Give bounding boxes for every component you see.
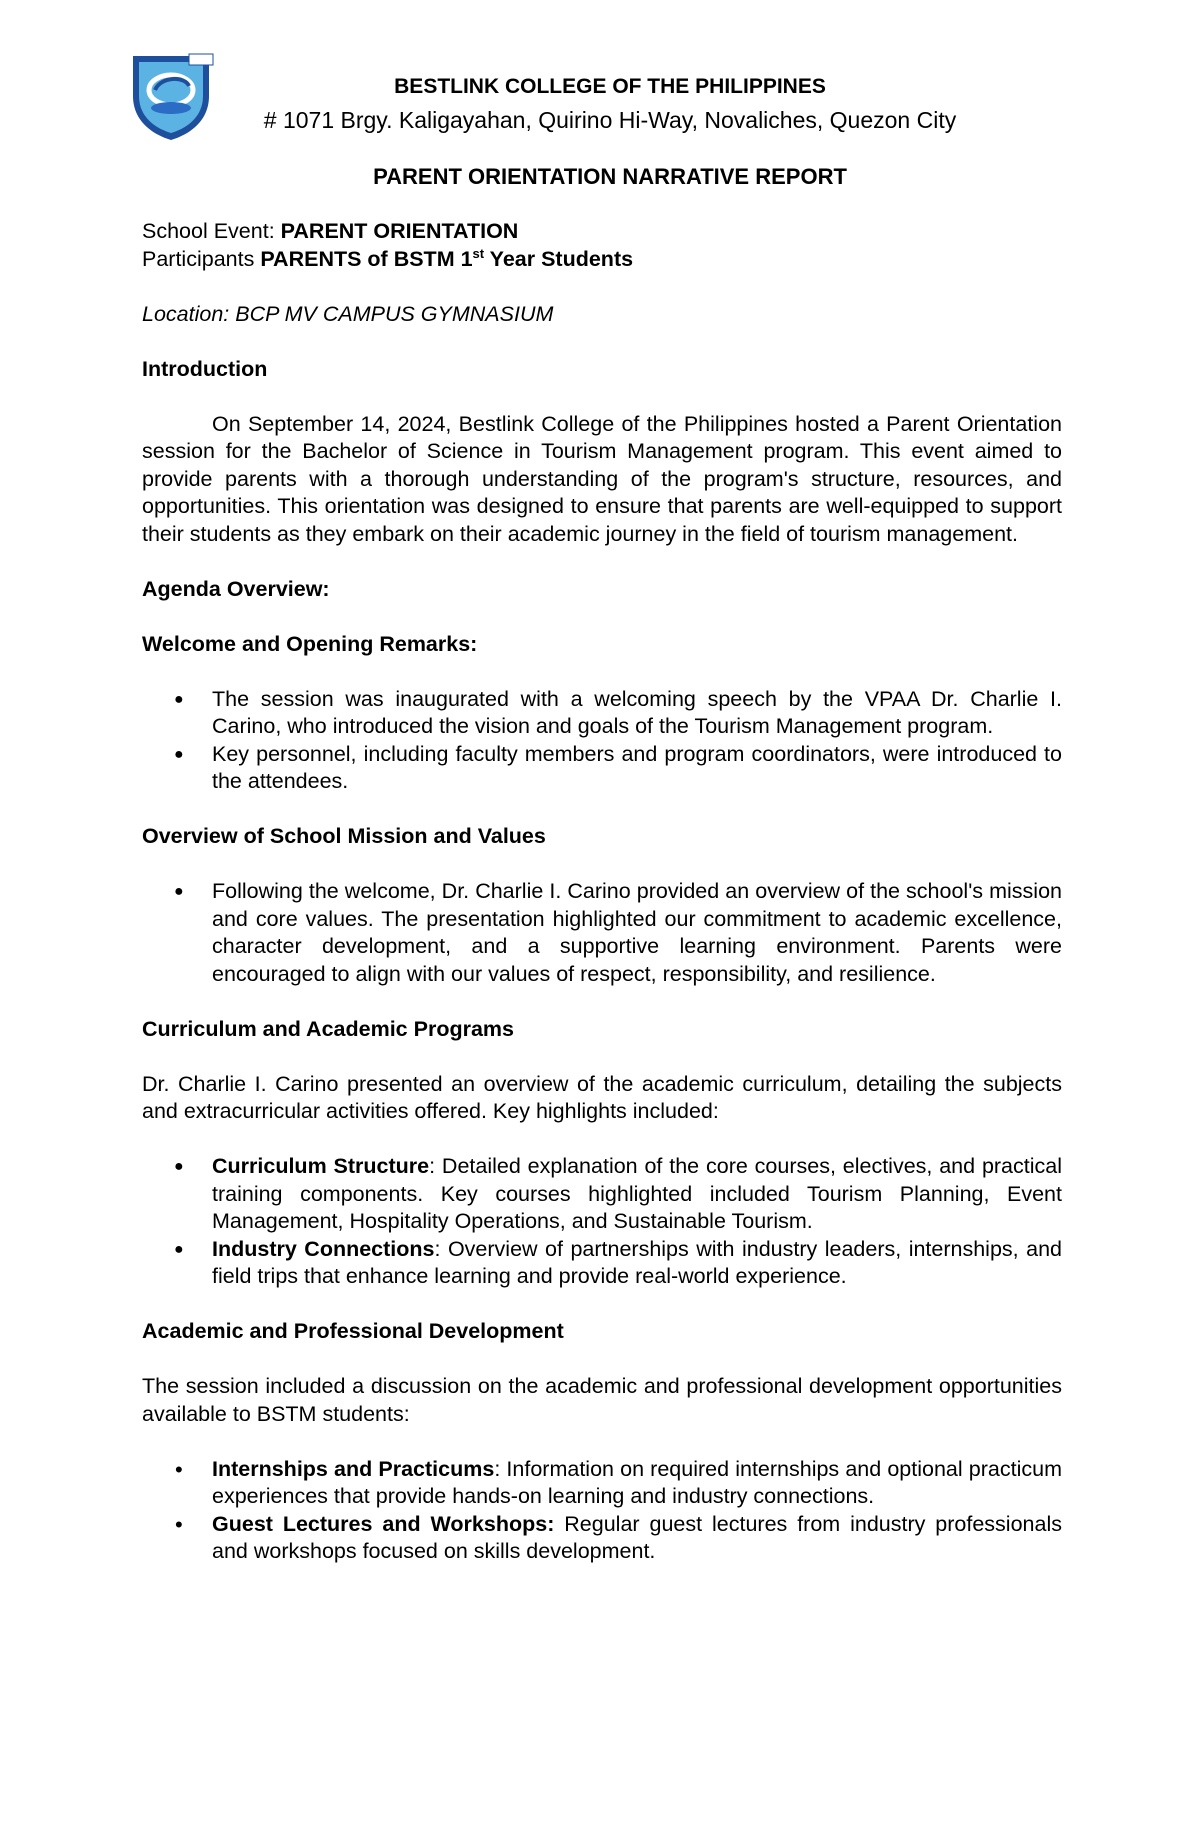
participants-line: Participants PARENTS of BSTM 1st Year Students (142, 245, 634, 271)
participants-value: PARENTS of BSTM 1st Year Students (260, 245, 634, 271)
introduction-heading: Introduction (142, 356, 268, 381)
introduction-paragraph: On September 14, 2024, Bestlink College of the Philippines hosted a Parent Orientation session for the Bachelor of Science in Tourism Management program. This event aimed to provide parents with a thorough understanding of the program's structure, resources, and opportunities. This orientation was designed to ensure that parents are well-equipped to support their students as they embark on their academic journey in the field of tourism management. (142, 411, 1062, 546)
agenda-heading: Agenda Overview: (142, 576, 330, 601)
mission-list (142, 878, 1062, 988)
list-item: ● Curriculum Structure: Detailed explanation of the core courses, electives, and practical training components. Key courses highlighted included Tourism Planning, Event Management, Hospitality Operations, and Sustainable Tourism. (212, 1153, 1062, 1236)
report-title: PARENT ORIENTATION NARRATIVE REPORT (373, 164, 847, 189)
school-event-value: PARENT ORIENTATION (280, 219, 519, 243)
list-item: ● The session was inaugurated with a welcoming speech by the VPAA Dr. Charlie I. Carino, who introduced the vision and goals of the Tourism Management program. (212, 686, 1062, 741)
list-item: ● Key personnel, including faculty members and program coordinators, were introduced to the attendees. (212, 741, 1062, 796)
welcome-heading: Welcome and Opening Remarks: (142, 631, 478, 656)
curriculum-heading: Curriculum and Academic Programs (142, 1016, 514, 1041)
curriculum-list (142, 1153, 1062, 1291)
report-body (142, 218, 1062, 1566)
school-address: # 1071 Brgy. Kaligayahan, Quirino Hi-Way, Novaliches, Quezon City (263, 107, 957, 133)
list-item: ● Following the welcome, Dr. Charlie I. Carino provided an overview of the school's mission and core values. The presentation highlighted our commitment to academic excellence, character development, and a supportive learning environment. Parents were encouraged to align with our values of respect, responsibility, and resilience. (212, 878, 1062, 988)
welcome-list (142, 686, 1062, 796)
development-intro: The session included a discussion on the academic and professional development opportunities available to BSTM students: (142, 1374, 1062, 1426)
curriculum-intro: Dr. Charlie I. Carino presented an overview of the academic curriculum, detailing the subjects and extracurricular activities offered. Key highlights included: (142, 1071, 1062, 1123)
school-event-line: School Event: PARENT ORIENTATION (142, 219, 519, 243)
list-item: • Guest Lectures and Workshops: Regular guest lectures from industry professionals and workshops focused on skills development. (212, 1511, 1062, 1566)
school-name: BESTLINK COLLEGE OF THE PHILIPPINES (394, 75, 826, 98)
location-line: Location: BCP MV CAMPUS GYMNASIUM (142, 301, 554, 326)
list-item: ● Industry Connections: Overview of partnerships with industry leaders, internships, and field trips that enhance learning and provide real-world experience. (212, 1236, 1062, 1291)
mission-heading: Overview of School Mission and Values (142, 824, 546, 848)
list-item: • Internships and Practicums: Information on required internships and optional practicum experiences that provide hands-on learning and industry connections. (212, 1456, 1062, 1511)
development-heading: Academic and Professional Development (142, 1319, 564, 1343)
development-list (142, 1456, 1062, 1566)
